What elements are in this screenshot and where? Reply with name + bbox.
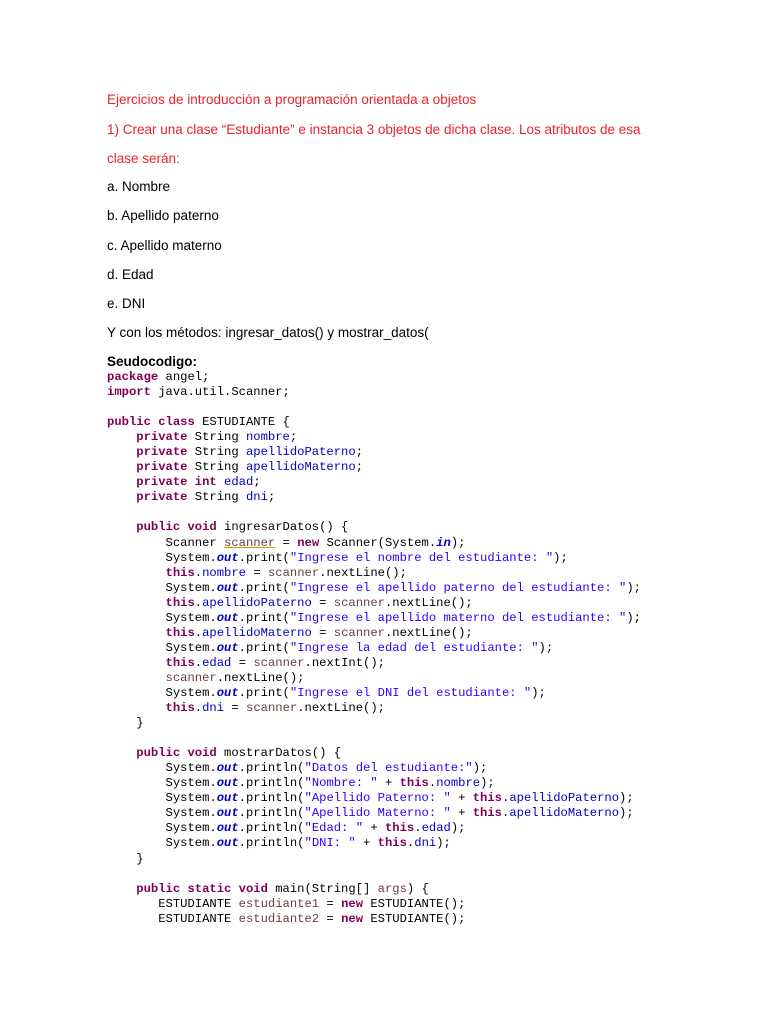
- code-token: System.: [107, 761, 217, 776]
- code-token: estudiante2: [238, 911, 320, 926]
- code-token: System.: [107, 821, 217, 836]
- code-line: [107, 836, 641, 851]
- code-token: public void: [136, 520, 217, 535]
- code-token: .println(: [238, 761, 305, 776]
- code-token: =: [311, 595, 334, 610]
- code-token: edad: [202, 655, 232, 670]
- code-token: private: [136, 460, 188, 475]
- code-token: [107, 445, 136, 459]
- code-line: [107, 716, 641, 731]
- code-line: [107, 505, 641, 520]
- code-token: dni: [202, 701, 225, 716]
- code-token: out: [216, 821, 239, 836]
- code-line: [107, 581, 641, 596]
- code-line: [107, 520, 641, 535]
- code-token: [107, 596, 166, 610]
- code-token: this: [399, 776, 429, 791]
- code-token: System.: [107, 836, 217, 851]
- code-line: [107, 897, 641, 912]
- code-token: apellidoMaterno: [245, 460, 356, 475]
- code-line: [107, 731, 641, 746]
- code-token: [107, 460, 136, 474]
- code-token: System.: [107, 791, 217, 806]
- code-token: "Apellido Paterno: ": [304, 791, 451, 806]
- code-token: this: [472, 791, 502, 806]
- code-token: [107, 475, 136, 489]
- code-token: scanner: [165, 670, 217, 685]
- code-token: [107, 671, 166, 685]
- code-token: );: [626, 580, 641, 595]
- code-token: apellidoPaterno: [509, 791, 620, 806]
- code-token: import: [107, 385, 151, 400]
- code-token: System.: [107, 610, 217, 625]
- code-token: [107, 566, 166, 580]
- code-token: }: [107, 851, 144, 866]
- code-token: System.: [107, 550, 217, 565]
- attribute-item-dni: e. DNI: [107, 296, 146, 311]
- code-token: java.util.Scanner;: [150, 385, 290, 400]
- code-line: [107, 566, 641, 581]
- code-token: .: [428, 776, 437, 791]
- code-token: +: [377, 776, 400, 791]
- code-token: out: [216, 640, 239, 655]
- code-token: );: [626, 610, 641, 625]
- code-token: );: [619, 806, 634, 821]
- code-token: =: [319, 911, 342, 926]
- code-token: ;: [355, 460, 364, 475]
- document-title: Ejercicios de introducción a programación orientada a objetos: [107, 92, 477, 107]
- code-line: [107, 671, 641, 686]
- code-token: .print(: [238, 550, 290, 565]
- code-token: apellidoMaterno: [202, 625, 312, 640]
- code-token: String: [187, 460, 246, 475]
- code-token: this: [472, 806, 502, 821]
- code-token: "Ingrese el nombre del estudiante: ": [289, 550, 554, 565]
- code-token: ;: [253, 475, 261, 490]
- code-token: [217, 475, 224, 489]
- code-token: private: [136, 445, 188, 460]
- code-token: .nextLine();: [384, 625, 473, 640]
- code-line: [107, 475, 641, 490]
- code-token: }: [107, 716, 144, 731]
- code-token: ;: [355, 445, 364, 460]
- code-token: Scanner: [107, 535, 225, 550]
- code-token: .nextLine();: [216, 670, 305, 685]
- code-token: main(String[]: [267, 881, 378, 896]
- methods-line: Y con los métodos: ingresar_datos() y mostrar_datos(: [107, 325, 429, 340]
- code-token: =: [319, 896, 342, 911]
- code-token: .println(: [238, 806, 305, 821]
- code-token: this: [165, 565, 195, 580]
- code-token: =: [246, 565, 268, 580]
- code-token: edad: [224, 475, 254, 490]
- code-token: ingresarDatos() {: [216, 520, 349, 535]
- code-token: +: [363, 821, 385, 836]
- code-token: out: [216, 836, 239, 851]
- code-token: .: [406, 836, 415, 851]
- code-token: =: [275, 535, 298, 550]
- code-token: .: [502, 806, 510, 821]
- code-token: "Ingrese la edad del estudiante: ": [289, 640, 539, 655]
- code-token: nombre: [245, 430, 290, 445]
- code-token: .print(: [238, 580, 290, 595]
- code-line: [107, 536, 641, 551]
- code-token: this: [165, 655, 195, 670]
- code-token: this: [165, 701, 195, 716]
- code-line: [107, 385, 641, 400]
- code-token: apellidoPaterno: [202, 595, 312, 610]
- code-token: ;: [289, 430, 298, 445]
- code-line: [107, 551, 641, 566]
- code-line: [107, 490, 641, 505]
- code-token: );: [619, 791, 634, 806]
- code-token: private int: [136, 475, 217, 490]
- attribute-item-nombre: a. Nombre: [107, 179, 171, 194]
- code-token: .print(: [238, 610, 290, 625]
- code-line: [107, 460, 641, 475]
- code-token: package: [107, 370, 159, 384]
- code-token: .: [194, 565, 203, 580]
- code-line: [107, 806, 641, 821]
- code-token: ;: [267, 490, 276, 505]
- code-token: this: [165, 625, 195, 640]
- code-token: angel;: [158, 370, 210, 384]
- code-token: .println(: [238, 821, 305, 836]
- attribute-item-edad: d. Edad: [107, 267, 154, 282]
- code-token: out: [216, 685, 239, 700]
- code-token: nombre: [202, 565, 246, 580]
- code-token: out: [216, 806, 239, 821]
- code-token: estudiante1: [238, 896, 320, 911]
- code-token: in: [436, 535, 451, 550]
- code-token: );: [531, 685, 546, 700]
- code-token: "Ingrese el apellido paterno del estudiante: ": [289, 580, 627, 595]
- code-token: [107, 882, 136, 896]
- code-token: args: [377, 881, 407, 896]
- code-token: Scanner(System.: [319, 535, 437, 550]
- code-token: new: [341, 896, 364, 911]
- code-token: "Ingrese el apellido materno del estudiante: ": [289, 610, 627, 625]
- code-token: scanner: [267, 565, 320, 580]
- code-token: );: [450, 821, 466, 836]
- code-token: public class: [107, 415, 195, 430]
- code-line: [107, 641, 641, 656]
- code-token: System.: [107, 640, 217, 655]
- code-token: public void: [136, 746, 217, 761]
- code-token: System.: [107, 580, 217, 595]
- code-token: out: [216, 761, 239, 776]
- code-token: .print(: [238, 685, 290, 700]
- code-token: scanner: [253, 655, 305, 670]
- code-token: );: [538, 640, 554, 655]
- code-token: [107, 490, 136, 504]
- code-line: [107, 761, 641, 776]
- code-token: ESTUDIANTE();: [363, 911, 466, 926]
- code-token: .: [502, 791, 510, 806]
- code-token: +: [450, 806, 473, 821]
- code-token: apellidoPaterno: [245, 445, 356, 460]
- code-token: [107, 626, 166, 640]
- code-token: new: [341, 911, 364, 926]
- code-token: =: [224, 701, 247, 716]
- code-line: [107, 867, 641, 882]
- code-token: out: [216, 580, 239, 595]
- code-line: [107, 445, 641, 460]
- attribute-item-apellido-materno: c. Apellido materno: [107, 238, 222, 253]
- code-token: "Datos del estudiante:": [304, 761, 473, 776]
- code-token: String: [187, 445, 246, 460]
- code-token: .: [414, 821, 422, 836]
- code-token: out: [216, 550, 239, 565]
- code-token: out: [216, 791, 239, 806]
- code-token: mostrarDatos() {: [216, 746, 342, 761]
- code-token: String: [187, 430, 246, 445]
- code-token: edad: [421, 821, 451, 836]
- code-token: );: [553, 550, 568, 565]
- code-token: .println(: [238, 836, 305, 851]
- code-line: [107, 686, 641, 701]
- code-token: .nextLine();: [384, 595, 473, 610]
- code-line: [107, 791, 641, 806]
- code-line: [107, 370, 641, 385]
- code-token: [107, 430, 136, 444]
- code-token: =: [231, 655, 254, 670]
- code-token: .print(: [238, 640, 290, 655]
- code-token: ESTUDIANTE: [107, 911, 239, 926]
- code-token: [107, 656, 166, 670]
- code-token: [107, 701, 166, 715]
- code-token: .: [194, 595, 203, 610]
- code-token: dni: [245, 490, 268, 505]
- code-line: [107, 701, 641, 716]
- code-token: "Apellido Materno: ": [304, 806, 451, 821]
- code-token: this: [384, 821, 415, 836]
- code-token: .nextInt();: [304, 655, 385, 670]
- code-token: ESTUDIANTE {: [194, 415, 290, 430]
- code-token: public static void: [136, 881, 268, 896]
- attribute-item-apellido-paterno: b. Apellido paterno: [107, 208, 219, 223]
- code-token: System.: [107, 776, 217, 791]
- code-token: );: [472, 761, 488, 776]
- code-token: this: [377, 836, 407, 851]
- exercise-statement-line-2: clase serán:: [107, 151, 180, 166]
- code-token: [107, 746, 136, 760]
- code-token: this: [165, 595, 195, 610]
- pseudocode-heading: Seudocodigo:: [107, 354, 197, 369]
- exercise-statement-line-1: 1) Crear una clase “Estudiante” e instancia 3 objetos de dicha clase. Los atributos de esa: [107, 122, 641, 137]
- code-token: nombre: [436, 776, 481, 791]
- code-token: );: [450, 535, 466, 550]
- code-line: [107, 430, 641, 445]
- code-line: [107, 656, 641, 671]
- code-token: .println(: [238, 791, 305, 806]
- code-token: scanner: [333, 595, 385, 610]
- code-token: "Nombre: ": [304, 776, 378, 791]
- code-token: .nextLine();: [297, 701, 385, 716]
- code-token: String: [187, 490, 246, 505]
- code-line: [107, 400, 641, 415]
- code-token: ESTUDIANTE: [107, 896, 239, 911]
- java-code-block: [107, 370, 641, 927]
- code-token: "Ingrese el DNI del estudiante: ": [289, 685, 532, 700]
- code-token: +: [355, 836, 378, 851]
- code-token: .: [194, 625, 203, 640]
- code-token: scanner: [224, 535, 276, 550]
- code-token: System.: [107, 685, 217, 700]
- code-token: +: [450, 791, 473, 806]
- code-token: ESTUDIANTE();: [363, 896, 466, 911]
- code-token: scanner: [333, 625, 385, 640]
- code-line: [107, 596, 641, 611]
- code-token: );: [480, 776, 495, 791]
- code-token: new: [297, 535, 320, 550]
- code-token: apellidoMaterno: [509, 806, 620, 821]
- code-token: .: [194, 655, 203, 670]
- code-token: "DNI: ": [304, 836, 356, 851]
- code-token: out: [216, 610, 239, 625]
- code-line: [107, 776, 641, 791]
- code-token: System.: [107, 806, 217, 821]
- code-token: .println(: [238, 776, 305, 791]
- code-line: [107, 912, 641, 927]
- code-token: out: [216, 776, 239, 791]
- code-token: .: [194, 701, 203, 716]
- code-token: private: [136, 490, 188, 505]
- code-token: private: [136, 430, 188, 445]
- code-line: [107, 852, 641, 867]
- code-line: [107, 611, 641, 626]
- code-line: [107, 415, 641, 430]
- code-token: dni: [414, 836, 437, 851]
- code-line: [107, 626, 641, 641]
- code-token: [107, 520, 136, 534]
- code-token: "Edad: ": [304, 821, 364, 836]
- code-line: [107, 882, 641, 897]
- code-token: ) {: [406, 881, 429, 896]
- code-token: =: [311, 625, 334, 640]
- code-line: [107, 821, 641, 836]
- code-token: .nextLine();: [319, 565, 407, 580]
- code-token: );: [436, 836, 451, 851]
- code-token: scanner: [246, 701, 298, 716]
- code-line: [107, 746, 641, 761]
